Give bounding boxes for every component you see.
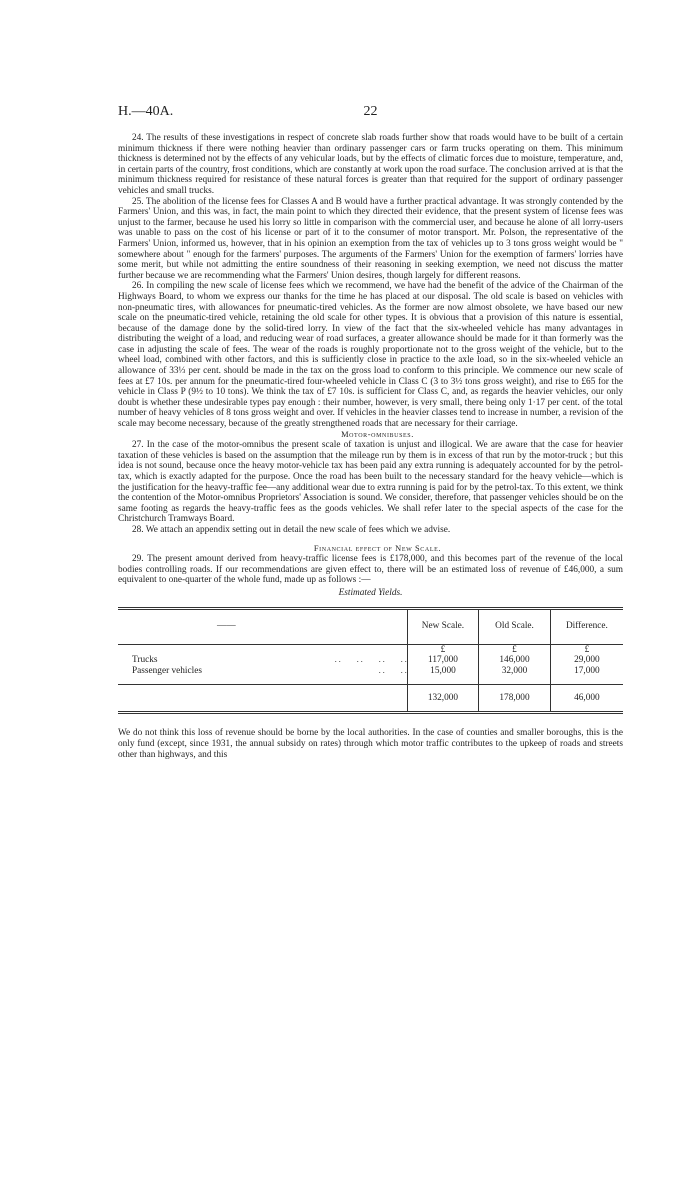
total-new-scale: 132,000 bbox=[407, 685, 479, 713]
leader-dots: . . . . . . . . bbox=[334, 655, 407, 665]
cell-old-scale: 32,000 bbox=[479, 666, 551, 685]
paragraph-27: 27. In the case of the motor-omnibus the present scale of taxation is unjust and illogical. We are aware that the case for heavier taxation of these vehicles is based on the assumption that the mileage run by them is in excess of that run by the motor-truck ; but this idea is not sound, because once the heavy motor-vehicle tax has been paid any extra running is adequately accounted for by the petrol-tax, which is exactly adapted for the purpose. Once the road has been built to the necessary standard for the heavy vehicle—which is the justification for the heavy-traffic fee—any additional wear due to extra running is paid for by the petrol-tax. To this extent, we think the contention of the Motor-omnibus Proprietors' Association is sound. We consider, therefore, that passenger vehicles should be on the same footing as regards the heavy-traffic fees as the goods vehicles. We shall refer later to the special aspects of the case for the Christchurch Tramways Board. bbox=[118, 440, 623, 525]
row-label-trucks: Trucks bbox=[132, 655, 158, 666]
paragraph-29: 29. The present amount derived from heavy-traffic license fees is £178,000, and this becomes part of the revenue of the local bodies controlling roads. If our recommendations are given effect to, there will be an estimated loss of revenue of £46,000, a sum equivalent to one-quarter of the whole fund, made up as follows :— bbox=[118, 554, 623, 586]
cell-new-scale: 15,000 bbox=[407, 666, 479, 685]
document-reference: H.—40A. bbox=[118, 104, 174, 119]
page-number: 22 bbox=[363, 104, 378, 119]
header-spacer bbox=[335, 608, 408, 644]
paragraph-25: 25. The abolition of the license fees for Classes A and B would have a further practical advantage. It was strongly contended by the Farmers' Union, and this was, in fact, the main point to which they directed their evidence, that the present system of license fees was unjust to the farmer, because he used his lorry so little in comparison with the commercial user, and because he alone of all lorry-users was unable to pass on the cost of his license or part of it to the consumer of motor transport. Mr. Polson, the representative of the Farmers' Union, informed us, however, that in his opinion an exemption from the tax of vehicles up to 3 tons gross weight would be " somewhere about " enough for the farmers' purposes. The arguments of the Farmers' Union for the exemption of farmers' lorries have some merit, but while not admitting the entire soundness of their reasoning in seeking exemption, we need not discuss the matter further because we are recommending what the Farmers' Union desires, though largely for different reasons. bbox=[118, 196, 623, 281]
closing-paragraph: We do not think this loss of revenue should be borne by the local authorities. In the case of counties and smaller boroughs, this is the only fund (except, since 1931, the annual subsidy on rates) through which motor traffic contributes to the upkeep of roads and streets other than highways, and this bbox=[118, 728, 623, 760]
currency-row bbox=[118, 644, 623, 655]
section-heading-motor-omnibuses: Motor-omnibuses. bbox=[341, 429, 414, 439]
header-old-scale: Old Scale. bbox=[479, 608, 551, 644]
leader-dots: . . . . bbox=[378, 665, 407, 675]
header-new-scale: New Scale. bbox=[407, 608, 479, 644]
table-header-row bbox=[118, 608, 623, 644]
section-heading-financial-effect: Financial effect of New Scale. bbox=[313, 543, 442, 553]
page-body bbox=[118, 133, 623, 760]
currency-symbol: £ bbox=[550, 644, 623, 655]
total-difference: 46,000 bbox=[550, 685, 623, 713]
table-caption: Estimated Yields. bbox=[338, 587, 403, 598]
table-row bbox=[118, 655, 623, 666]
currency-symbol: £ bbox=[479, 644, 551, 655]
header-difference: Difference. bbox=[550, 608, 623, 644]
currency-symbol: £ bbox=[407, 644, 479, 655]
page-header bbox=[118, 104, 623, 124]
cell-new-scale: 117,000 bbox=[407, 655, 479, 666]
cell-difference: 17,000 bbox=[550, 666, 623, 685]
row-label-passenger-vehicles: Passenger vehicles bbox=[132, 665, 202, 676]
cell-difference: 29,000 bbox=[550, 655, 623, 666]
totals-row bbox=[118, 685, 623, 713]
table-row bbox=[118, 666, 623, 685]
cell-old-scale: 146,000 bbox=[479, 655, 551, 666]
header-blank: —— bbox=[118, 608, 335, 644]
total-old-scale: 178,000 bbox=[479, 685, 551, 713]
paragraph-26: 26. In compiling the new scale of license fees which we recommend, we have had the benefit of the advice of the Chairman of the Highways Board, to whom we express our thanks for the time he has placed at our disposal. The old scale is based on vehicles with non-pneumatic tires, with allowances for pneumatic-tired vehicles. As the former are now almost obsolete, we have based our new scale on the pneumatic-tired vehicle, retaining the old scale for other types. It is obvious that a provision of this nature is essential, because of the damage done by the solid-tired lorry. In view of the fact that the six-wheeled vehicle has many advantages in distributing the weight of a load, and reducing wear of road surfaces, a greater allowance should be made for it than formerly was the case in adjusting the scale of fees. The wear of the roads is roughly proportionate not to the gross weight of the vehicle, but to the wheel load, combined with other factors, and this is sufficiently close in practice to the axle load, so in the six-wheeled vehicle an allowance of 33⅓ per cent. should be made in the tax on the gross load to conform to this principle. We commence our new scale of fees at £7 10s. per annum for the pneumatic-tired four-wheeled vehicle in Class C (3 to 3½ tons gross weight), and rise to £65 for the vehicle in Class P (9½ to 10 tons). We think the tax of £7 10s. is sufficient for Class C, and, as regards the heavier vehicles, our only doubt is whether these undesirable types pay enough : their number, however, is very small, there being only 1·17 per cent. of the total number of heavy vehicles of 8 tons gross weight and over. If vehicles in the heavier classes tend to increase in number, a revision of the scale may become necessary, because of the greatly strengthened roads that are necessary for their carriage. bbox=[118, 281, 623, 430]
estimated-yields-table bbox=[118, 607, 623, 715]
paragraph-24: 24. The results of these investigations in respect of concrete slab roads further show that roads would have to be built of a certain minimum thickness if there were nothing heavier than ordinary passenger cars or farm trucks operating on them. This minimum thickness is determined not by the effects of any vehicular loads, but by the effects of climatic forces due to moisture, temperature, and, in certain parts of the country, frost conditions, which are constantly at work upon the road surface. The conclusion arrived at is that the minimum thickness required for resistance of these natural forces is greater than that required for the support of ordinary passenger vehicles and small trucks. bbox=[118, 133, 623, 196]
paragraph-28: 28. We attach an appendix setting out in detail the new scale of fees which we advise. bbox=[132, 524, 451, 535]
